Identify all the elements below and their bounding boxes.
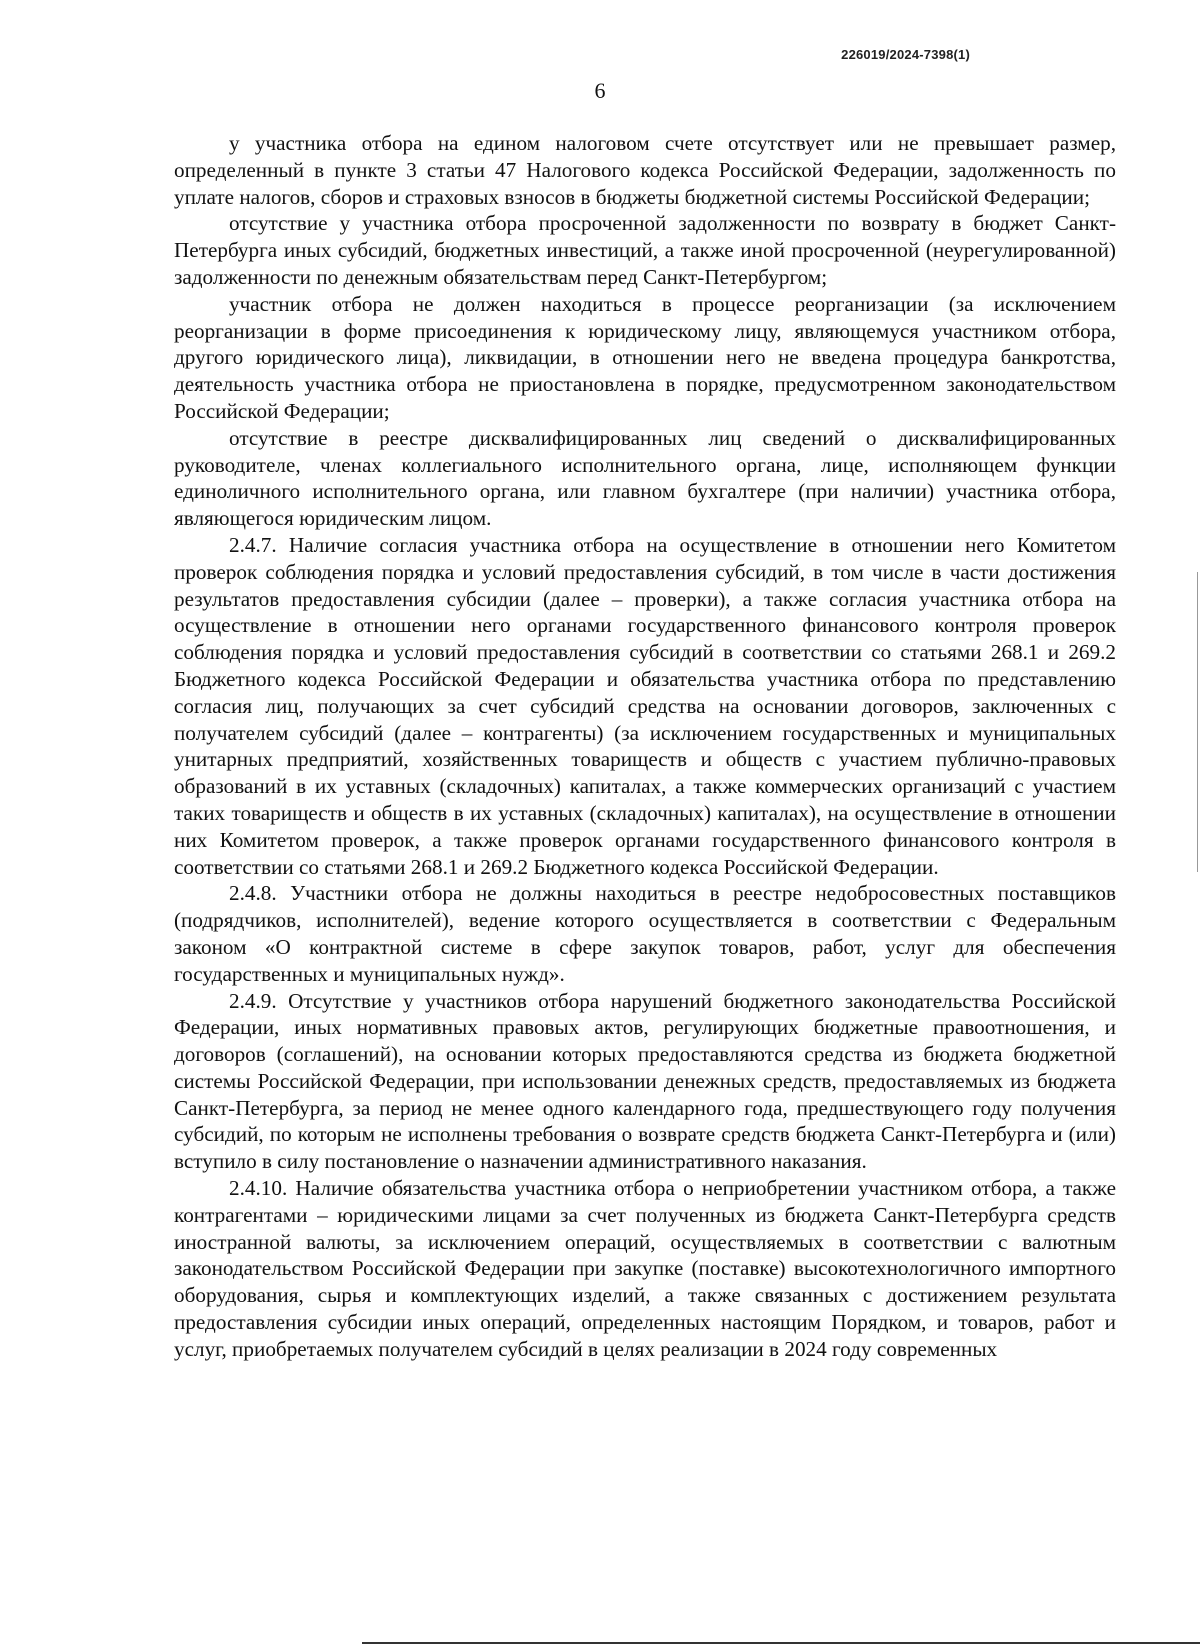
paragraph-overdue-debt: отсутствие у участника отбора просроченной задолженности по возврату в бюджет Санкт-Петербурга иных субсидий, бюджетных инвестиций, а также иной просроченной (неурегулированной) задолженности по денежным обязательствам перед Санкт-Петербургом; xyxy=(174,211,1116,289)
bottom-scan-line xyxy=(362,1642,1200,1644)
paragraph-2-4-7: 2.4.7. Наличие согласия участника отбора на осуществление в отношении него Комитетом проверок соблюдения порядка и условий предоставления субсидий, в том числе в части достижения результатов предоставления субсидии (далее – проверки), а также согласия участника отбора на осуществление в отношении него органами государственного финансового контроля проверок соблюдения порядка и условий предоставления субсидий в соответствии со статьями 268.1 и 269.2 Бюджетного кодекса Российской Федерации и обязательства участника отбора по представлению согласия лиц, получающих за счет субсидий средства на основании договоров, заключенных с получателем субсидий (далее – контрагенты) (за исключением государственных и муниципальных унитарных предприятий, хозяйственных товариществ и обществ с участием публично-правовых образований в их уставных (складочных) капиталах, а также коммерческих организаций с участием таких товариществ и обществ в их уставных (складочных) капиталах), на осуществление в отношении них Комитетом проверок, а также проверок органами государственного финансового контроля в соответствии со статьями 268.1 и 269.2 Бюджетного кодекса Российской Федерации. xyxy=(174,532,1116,879)
paragraph-disqualified-persons: отсутствие в реестре дисквалифицированных лиц сведений о дисквалифицированных руководителе, членах коллегиального исполнительного органа, лице, исполняющем функции единоличного исполнительного органа, или главном бухгалтере (при наличии) участника отбора, являющегося юридическим лицом. xyxy=(174,425,1116,531)
document-id: 226019/2024-7398(1) xyxy=(841,47,970,62)
paragraph-2-4-9: 2.4.9. Отсутствие у участников отбора нарушений бюджетного законодательства Российской Федерации, иных нормативных правовых актов, регулирующих бюджетные правоотношения, и договоров (соглашений), на основании которых предоставляются средства из бюджета бюджетной системы Российской Федерации, при использовании денежных средств, предоставляемых из бюджета Санкт-Петербурга, за период не менее одного календарного года, предшествующего году получения субсидий, по которым не исполнены требования о возврате средств бюджета Санкт-Петербурга и (или) вступило в силу постановление о назначении административного наказания. xyxy=(174,988,1116,1174)
paragraph-2-4-10: 2.4.10. Наличие обязательства участника отбора о неприобретении участником отбора, а также контрагентами – юридическими лицами за счет полученных из бюджета Санкт-Петербурга средств иностранной валюты, за исключением операций, осуществляемых в соответствии с валютным законодательством Российской Федерации при закупке (поставке) высокотехнологичного импортного оборудования, сырья и комплектующих изделий, а также связанных с достижением результата предоставления субсидии иных операций, определенных настоящим Порядком, и товаров, работ и услуг, приобретаемых получателем субсидий в целях реализации в 2024 году современных xyxy=(174,1176,1116,1361)
document-body xyxy=(174,130,1116,1363)
paragraph-reorganization: участник отбора не должен находиться в процессе реорганизации (за исключением реорганизации в форме присоединения к юридическому лицу, являющемуся участником отбора, другого юридического лица), ликвидации, в отношении него не введена процедура банкротства, деятельность участника отбора не приостановлена в порядке, предусмотренном законодательством Российской Федерации; xyxy=(174,291,1116,423)
page-number: 6 xyxy=(594,78,606,103)
paragraph-tax-debt: у участника отбора на едином налоговом счете отсутствует или не превышает размер, определенный в пункте 3 статьи 47 Налогового кодекса Российской Федерации, задолженность по уплате налогов, сборов и страховых взносов в бюджеты бюджетной системы Российской Федерации; xyxy=(174,131,1116,209)
scan-edge-mark xyxy=(1197,572,1198,872)
paragraph-2-4-8: 2.4.8. Участники отбора не должны находиться в реестре недобросовестных поставщиков (подрядчиков, исполнителей), ведение которого осуществляется в соответствии с Федеральным законом «О контрактной системе в сфере закупок товаров, работ, услуг для обеспечения государственных и муниципальных нужд». xyxy=(174,881,1116,986)
